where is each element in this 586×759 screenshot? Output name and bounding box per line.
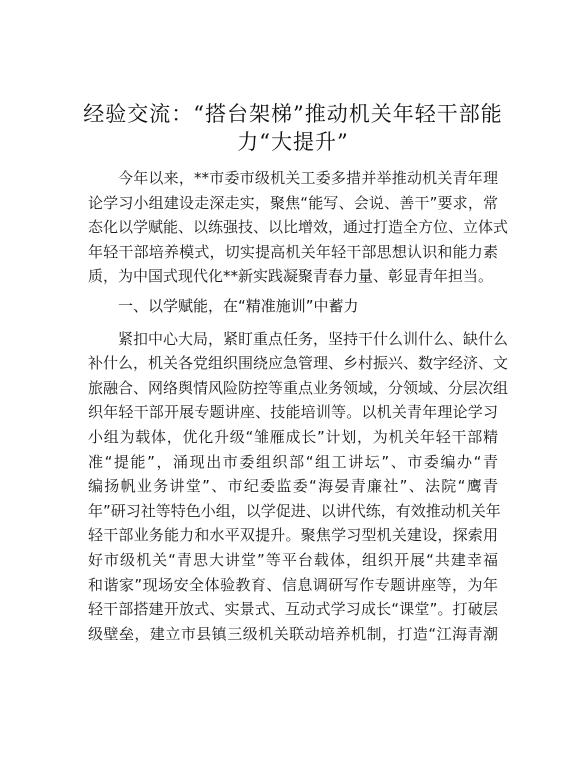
paragraph-line: 年轻干部培养模式，切实提高机关年轻干部思想认识和能力素 — [88, 242, 498, 261]
paragraph-line: 质，为中国式现代化**新实践凝聚青春力量、彰显青年担当。 — [88, 267, 494, 286]
paragraph-line: 态化以学赋能、以练强技、以比增效，通过打造全方位、立体式 — [88, 218, 509, 237]
paragraph-line: 织年轻干部开展专题讲座、技能培训等。以机关青年理论学习 — [88, 403, 498, 422]
paragraph-line: 准“提能”，涌现出市委组织部“组工讲坛”、市委编办“青 — [88, 452, 498, 471]
paragraph-line: 论学习小组建设走深走实，聚焦“能写、会说、善干”要求，常 — [88, 193, 498, 212]
section-paragraph — [88, 327, 509, 647]
paragraph-line: 小组为载体，优化升级“雏雁成长”计划，为机关年轻干部精 — [88, 427, 498, 446]
paragraph-line: 好市级机关“青思大讲堂”等平台载体，组织开展“共建幸福 — [88, 550, 498, 569]
document-body — [88, 166, 509, 646]
title-line: 经验交流：“搭台架梯”推动机关年轻干部能 — [83, 102, 503, 126]
section-heading: 一、以学赋能，在“精准施训”中蓄力 — [118, 296, 359, 315]
paragraph-line: 紧扣中心大局，紧盯重点任务，坚持干什么训什么、缺什么 — [118, 329, 509, 348]
paragraph-line: 轻干部搭建开放式、实景式、互动式学习成长“课堂”。打破层 — [88, 600, 498, 619]
paragraph-line: 旅融合、网络舆情风险防控等重点业务领域，分领域、分层次组 — [88, 378, 509, 397]
paragraph-line: 轻干部业务能力和水平双提升。聚焦学习型机关建设，探索用 — [88, 526, 498, 545]
intro-paragraph — [88, 166, 509, 289]
paragraph-line: 编扬帆业务讲堂”、市纪委监委“海晏青廉社”、法院“鹰青 — [88, 477, 498, 496]
paragraph-line: 年”研习社等特色小组，以学促进、以讲代练，有效推动机关年 — [88, 501, 501, 520]
title-line: 力“大提升” — [237, 130, 349, 154]
paragraph-line: 和谐家”现场安全体验教育、信息调研写作专题讲座等，为年 — [88, 575, 498, 594]
paragraph-line: 级壁垒，建立市县镇三级机关联动培养机制，打造“江海青潮 — [88, 624, 498, 643]
document-title — [60, 100, 526, 156]
paragraph-line: 今年以来，**市委市级机关工委多措并举推动机关青年理 — [118, 169, 498, 187]
paragraph-line: 补什么，机关各党组织围绕应急管理、乡村振兴、数字经济、文 — [88, 354, 509, 373]
